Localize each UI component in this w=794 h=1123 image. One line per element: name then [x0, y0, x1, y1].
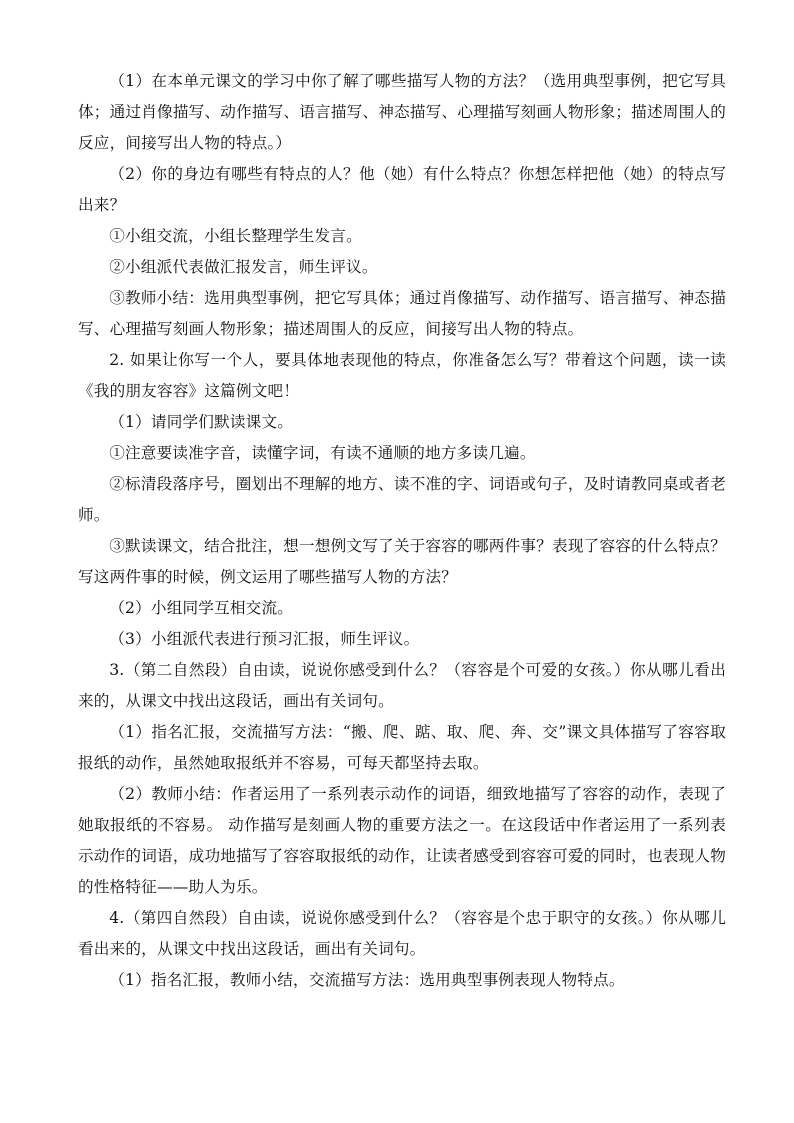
paragraph-6: 2. 如果让你写一个人，要具体地表现他的特点，你准备怎么写？带着这个问题，读一读《我的朋友容容》这篇例文吧！ [78, 351, 726, 400]
paragraph-8: ①注意要读准字音，读懂字词，有读不通顺的地方多读几遍。 [109, 444, 536, 462]
paragraph-4: ②小组派代表做汇报发言，师生评议。 [109, 258, 378, 276]
paragraph-16: 4.（第四自然段）自由读，说说你感受到什么？（容容是个忠于职守的女孩。）你从哪儿看出来的，从课文中找出这段话，画出有关词句。 [78, 909, 726, 958]
paragraph-12: （3）小组派代表进行预习汇报，师生评议。 [109, 630, 420, 648]
paragraph-14: （1）指名汇报，交流描写方法：“搬、爬、踮、取、爬、奔、交”课文具体描写了容容取报纸的动作，虽然她取报纸并不容易，可每天都坚持去取。 [78, 723, 726, 772]
paragraph-2: （2）你的身边有哪些有特点的人？他（她）有什么特点？你想怎样把他（她）的特点写出来？ [78, 165, 726, 214]
paragraph-1: （1）在本单元课文的学习中你了解了哪些描写人物的方法？（选用典型事例，把它写具体；通过肖像描写、动作描写、语言描写、神态描写、心理描写刻画人物形象；描述周围人的反应，间接写出人物的特点。） [78, 72, 726, 152]
paragraph-17: （1）指名汇报，教师小结，交流描写方法：选用典型事例表现人物特点。 [109, 971, 625, 989]
paragraph-11: （2）小组同学互相交流。 [109, 599, 294, 617]
paragraph-7: （1）请同学们默读课文。 [109, 413, 294, 431]
paragraph-15: （2）教师小结：作者运用了一系列表示动作的词语，细致地描写了容容的动作，表现了她取报纸的不容易。 动作描写是刻画人物的重要方法之一。在这段话中作者运用了一系列表示动作的词语，成功地描写了容容取报纸的动作，让读者感受到容容可爱的同时，也表现人物的性格特征——助人为乐。 [78, 785, 726, 896]
paragraph-5: ③教师小结：选用典型事例，把它写具体；通过肖像描写、动作描写、语言描写、神态描写、心理描写刻画人物形象；描述周围人的反应，间接写出人物的特点。 [78, 289, 726, 338]
paragraph-10: ③默读课文，结合批注，想一想例文写了关于容容的哪两件事？表现了容容的什么特点？写这两件事的时候，例文运用了哪些描写人物的方法？ [78, 537, 726, 586]
document-body [78, 66, 726, 996]
paragraph-9: ②标清段落序号，圈划出不理解的地方、读不准的字、词语或句子，及时请教同桌或者老师。 [78, 475, 726, 524]
paragraph-3: ①小组交流，小组长整理学生发言。 [109, 227, 362, 245]
paragraph-13: 3.（第二自然段）自由读，说说你感受到什么？（容容是个可爱的女孩。）你从哪儿看出来的，从课文中找出这段话，画出有关词句。 [78, 661, 726, 710]
